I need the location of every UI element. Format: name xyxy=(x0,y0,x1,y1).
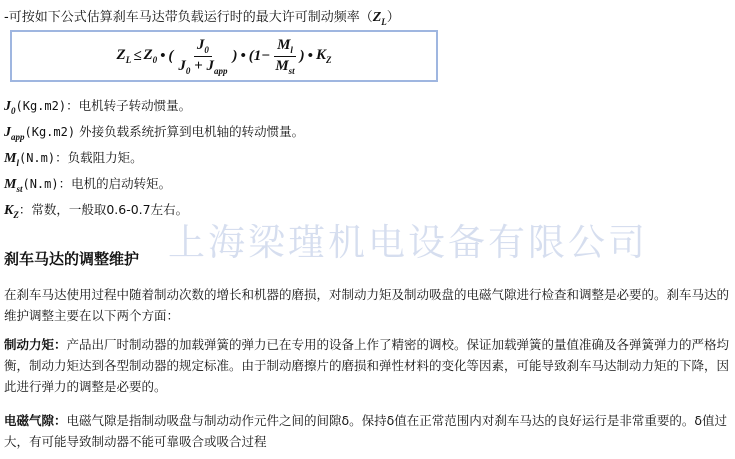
definition-unit: (N.m) xyxy=(22,177,59,191)
definition-text: ：电机的启动转矩。 xyxy=(58,176,172,191)
formula-dot-1: • xyxy=(160,47,166,64)
formula-fraction-torque xyxy=(272,37,297,76)
definition-j0 xyxy=(4,96,191,116)
fraction-inertia-denominator: $J_0 + J_{app}$ xyxy=(178,57,228,76)
definition-unit: (N.m) xyxy=(18,151,56,165)
definition-text: ：常数，一般取0.6-0.7左右。 xyxy=(18,202,189,217)
definition-mst xyxy=(4,174,171,194)
formula-one-minus: (1− xyxy=(248,47,271,64)
paragraph-text: 产品出厂时制动器的加载弹簧的弹力已在专用的设备上作了精密的调校。保证加载弹簧的量值准确及各弹簧弹力的严格均衡，制动力矩达到各型制动器的规定标准。由于制动磨擦片的磨损和弹性材料的变化等因素，可能导致刹车马达制动力矩的下降，因此进行弹力的调整是必要的。 xyxy=(4,337,730,394)
definition-symbol: $J_{app}$ xyxy=(4,125,25,142)
formula-box xyxy=(10,30,438,82)
formula-paren-close: ) xyxy=(232,47,238,64)
formula-z0: $Z_0$ xyxy=(143,47,158,65)
fraction-torque-denominator: $M_{st}$ xyxy=(275,57,295,76)
formula-k: $K_Z$ xyxy=(315,47,332,65)
formula xyxy=(12,32,436,80)
definition-symbol: $K_Z$ xyxy=(4,203,19,220)
formula-paren-open: ( xyxy=(168,47,174,64)
paragraph-braking-torque xyxy=(4,334,732,397)
formula-dot-3: • xyxy=(307,47,313,64)
formula-fraction-inertia xyxy=(175,37,230,76)
paragraph-label: 电磁气隙： xyxy=(4,413,67,428)
definition-symbol: $M_{st}$ xyxy=(4,177,23,194)
definition-unit: (Kg.m2) xyxy=(15,99,67,113)
company-watermark: 上海梁瑾机电设备有限公司 xyxy=(168,221,648,264)
fraction-inertia-numerator: $J_0$ xyxy=(194,37,212,57)
definition-text: ：电机转子转动惯量。 xyxy=(66,98,192,113)
paragraph-text: 电磁气隙是指制动吸盘与制动动作元件之间的间隙δ。保持δ值在正常范围内对刹车马达的良好运行是非常重要的。δ值过大，有可能导致制动器不能可靠吸合或吸合过程 xyxy=(4,413,727,449)
definition-kz xyxy=(4,200,188,220)
paragraph-intro: 在刹车马达使用过程中随着制动次数的增长和机器的磨损，对制动力矩及制动吸盘的电磁气隙进行检查和调整是必要的。刹车马达的维护调整主要在以下两个方面： xyxy=(4,287,730,323)
paragraph-air-gap xyxy=(4,410,732,452)
intro-text: -可按如下公式估算刹车马达带负载运行时的最大许可制动频率（ xyxy=(4,10,373,25)
paragraph-label: 制动力矩： xyxy=(4,337,67,352)
formula-leq: ≤ xyxy=(133,47,142,64)
definition-symbol: $J_0$ xyxy=(4,99,16,116)
definition-symbol: $M_l$ xyxy=(4,151,19,168)
definition-text: 外接负载系统折算到电机轴的转动惯量。 xyxy=(79,124,305,139)
definition-unit: (Kg.m2) xyxy=(24,125,76,139)
formula-dot-2: • xyxy=(240,47,246,64)
intro-symbol: $Z_L$ xyxy=(372,10,387,27)
section-heading: 刹车马达的调整维护 xyxy=(4,250,140,268)
definition-text: ：负载阻力矩。 xyxy=(55,150,143,165)
formula-lhs: $Z_L$ xyxy=(116,47,132,65)
definition-ml xyxy=(4,148,143,168)
definition-japp xyxy=(4,122,304,142)
formula-close-2: ) xyxy=(299,47,305,64)
fraction-torque-numerator: $M_l$ xyxy=(274,37,296,57)
intro-close: ） xyxy=(386,10,400,25)
intro-line xyxy=(4,6,400,27)
